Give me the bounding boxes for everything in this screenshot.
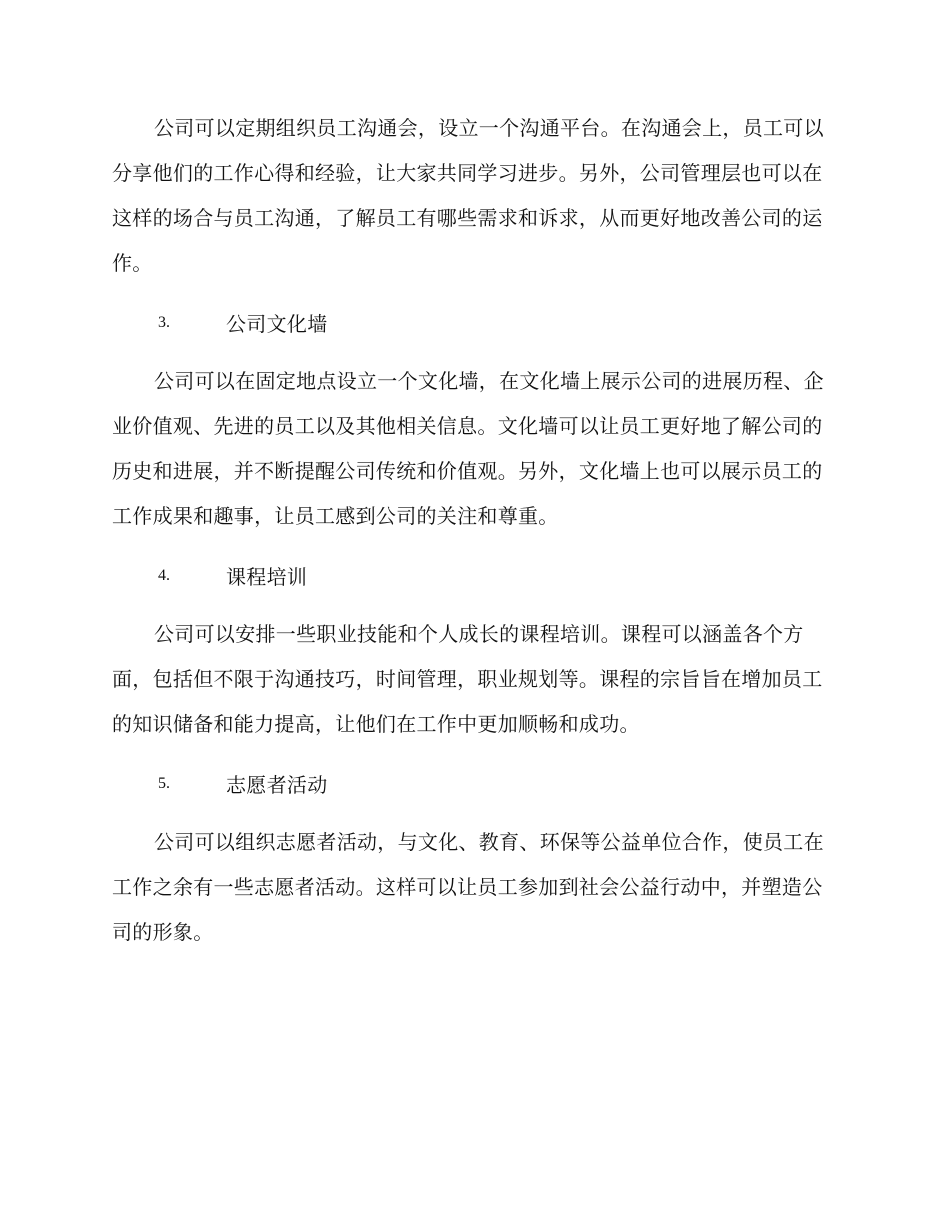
section-heading [112, 553, 832, 598]
section-body: 公司可以安排一些职业技能和个人成长的课程培训。课程可以涵盖各个方面，包括但不限于沟通技巧，时间管理，职业规划等。课程的宗旨旨在增加员工的知识储备和能力提高，让他们在工作中更加顺畅和成功。 [112, 622, 823, 736]
section-title: 志愿者活动 [226, 773, 328, 797]
section-number: 4. [158, 566, 170, 584]
section-body: 公司可以组织志愿者活动，与文化、教育、环保等公益单位合作，使员工在工作之余有一些志愿者活动。这样可以让员工参加到社会公益行动中，并塑造公司的形象。 [112, 830, 824, 944]
intro-paragraph: 公司可以定期组织员工沟通会，设立一个沟通平台。在沟通会上，员工可以分享他们的工作心得和经验，让大家共同学习进步。另外，公司管理层也可以在这样的场合与员工沟通，了解员工有哪些需求和诉求，从而更好地改善公司的运作。 [112, 116, 824, 275]
section-title: 课程培训 [226, 565, 308, 589]
section-title: 公司文化墙 [226, 312, 328, 336]
section-number: 5. [158, 774, 170, 792]
section-culture-wall [112, 300, 832, 539]
section-volunteer [112, 761, 832, 955]
section-training [112, 553, 832, 747]
section-heading [112, 761, 832, 806]
section-heading [112, 300, 832, 345]
document-body [112, 106, 832, 955]
section-body: 公司可以在固定地点设立一个文化墙，在文化墙上展示公司的进展历程、企业价值观、先进的员工以及其他相关信息。文化墙可以让员工更好地了解公司的历史和进展，并不断提醒公司传统和价值观。另外，文化墙上也可以展示员工的工作成果和趣事，让员工感到公司的关注和尊重。 [112, 369, 824, 528]
section-number: 3. [158, 313, 170, 331]
